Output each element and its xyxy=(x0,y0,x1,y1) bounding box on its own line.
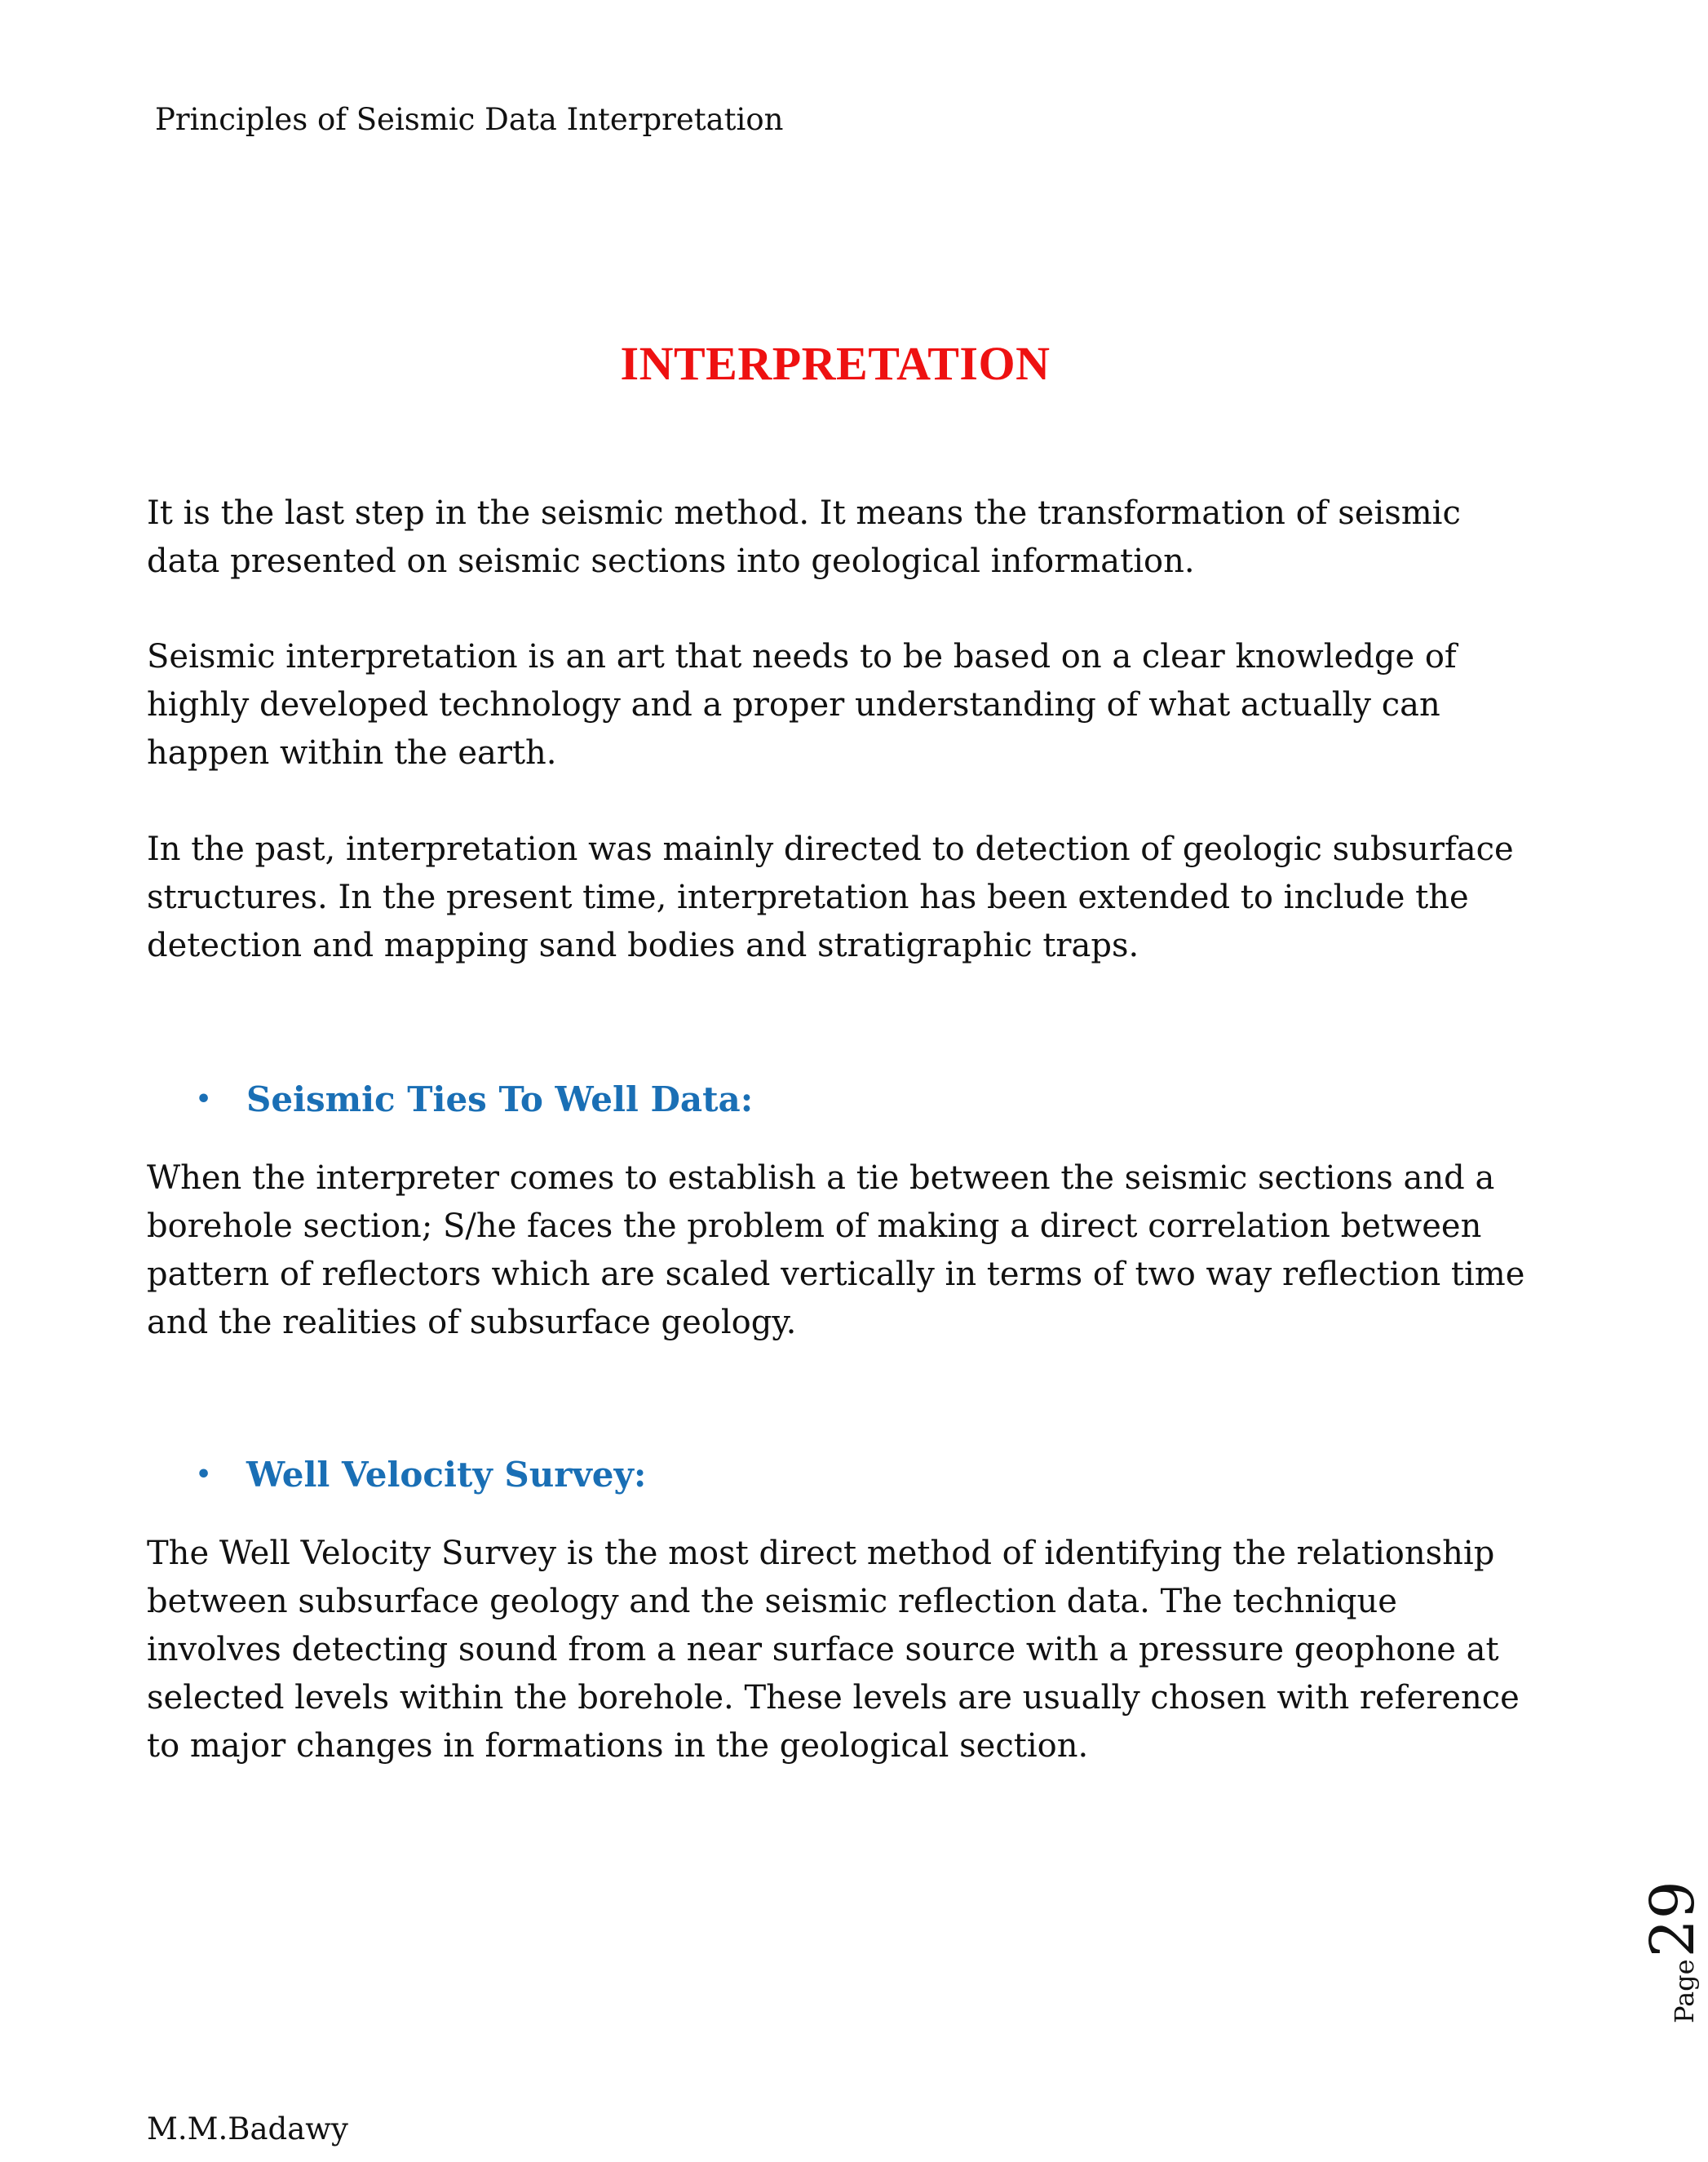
section-heading-label: Seismic Ties To Well Data: xyxy=(246,1079,754,1119)
page-number xyxy=(1556,1876,1708,2023)
paragraph-art: Seismic interpretation is an art that needs to be based on a clear knowledge of highly developed technology and a proper understanding of what actually can happen within the earth. xyxy=(147,638,1457,772)
paragraph-well-velocity: The Well Velocity Survey is the most direct method of identifying the relationship between subsurface geology and the seismic reflection data. The technique involves detecting sound from a near surface source with a pressure geophone at selected levels within the borehole. These levels are usually chosen with reference to major changes in formations in the geological section. xyxy=(147,1535,1520,1765)
running-header: Principles of Seismic Data Interpretation xyxy=(155,102,784,137)
bullet-icon: • xyxy=(196,1460,212,1489)
page-title: INTERPRETATION xyxy=(620,337,1051,390)
section-heading-label: Well Velocity Survey: xyxy=(246,1455,647,1495)
page-label: Page xyxy=(1669,1959,1700,2023)
paragraph-seismic-ties: When the interpreter comes to establish a tie between the seismic sections and a borehole section; S/he faces the problem of making a direct correlation between pattern of reflectors which are scaled vertically in terms of two way reflection time and the realities of subsurface geology. xyxy=(147,1159,1525,1341)
paragraph-intro: It is the last step in the seismic method. It means the transformation of seismic data presented on seismic sections into geological information. xyxy=(147,494,1461,580)
footer-author: M.M.Badawy xyxy=(147,2111,348,2146)
paragraph-history: In the past, interpretation was mainly directed to detection of geologic subsurface structures. In the present time, interpretation has been extended to include the detection and mapping sand bodies and stratigraphic traps. xyxy=(147,831,1514,964)
page-number-value: 29 xyxy=(1638,1881,1708,1958)
bullet-icon: • xyxy=(196,1085,212,1114)
section-heading-seismic-ties xyxy=(196,1075,753,1124)
section-heading-well-velocity xyxy=(196,1451,646,1500)
